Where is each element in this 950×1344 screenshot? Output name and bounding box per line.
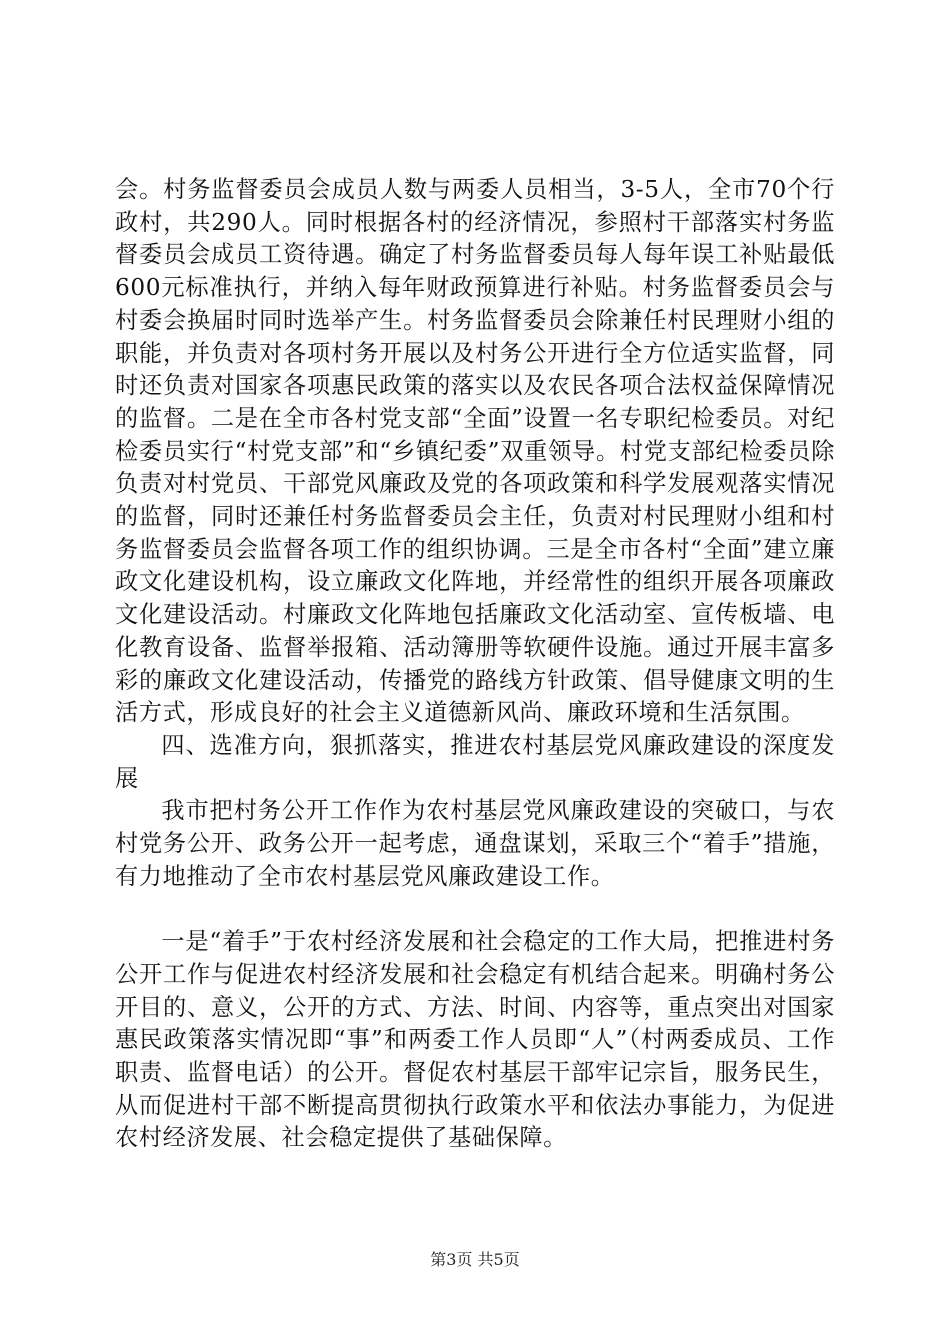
page-footer: 第3页 共5页: [430, 1250, 520, 1269]
paragraph-intro: 我市把村务公开工作作为农村基层党风廉政建设的突破口，与农村党务公开、政务公开一起考虑，通盘谋划，采取三个“着手”措施，有力地推动了全市农村基层党风廉政建设工作。: [115, 797, 835, 890]
document-body: [115, 174, 835, 1155]
paragraph-first-measure: 一是“着手”于农村经济发展和社会稳定的工作大局，把推进村务公开工作与促进农村经济发展和社会稳定有机结合起来。明确村务公开目的、意义，公开的方式、方法、时间、内容等，重点突出对国家惠民政策落实情况即“事”和两委工作人员即“人”（村两委成员、工作职责、监督电话）的公开。督促农村基层干部牢记宗旨，服务民生，从而促进村干部不断提高贯彻执行政策水平和依法办事能力，为促进农村经济发展、社会稳定提供了基础保障。: [115, 928, 835, 1152]
section-heading: 四、选准方向，狠抓落实，推进农村基层党风廉政建设的深度发展: [115, 731, 835, 792]
paragraph-continued: 会。村务监督委员会成员人数与两委人员相当，3-5人，全市70个行政村，共290人。同时根据各村的经济情况，参照村干部落实村务监督委员会成员工资待遇。确定了村务监督委员每人每年误工补贴最低600元标准执行，并纳入每年财政预算进行补贴。村务监督委员会与村委会换届时同时选举产生。村务监督委员会除兼任村民理财小组的职能，并负责对各项村务开展以及村务公开进行全方位适实监督，同时还负责对国家各项惠民政策的落实以及农民各项合法权益保障情况的监督。二是在全市各村党支部“全面”设置一名专职纪检委员。对纪检委员实行“村党支部”和“乡镇纪委”双重领导。村党支部纪检委员除负责对村党员、干部党风廉政及党的各项政策和科学发展观落实情况的监督，同时还兼任村务监督委员会主任，负责对村民理财小组和村务监督委员会监督各项工作的组织协调。三是全市各村“全面”建立廉政文化建设机构，设立廉政文化阵地，并经常性的组织开展各项廉政文化建设活动。村廉政文化阵地包括廉政文化活动室、宣传板墙、电化教育设备、监督举报箱、活动簿册等软硬件设施。通过开展丰富多彩的廉政文化建设活动，传播党的路线方针政策、倡导健康文明的生活方式，形成良好的社会主义道德新风尚、廉政环境和生活氛围。: [115, 176, 835, 727]
